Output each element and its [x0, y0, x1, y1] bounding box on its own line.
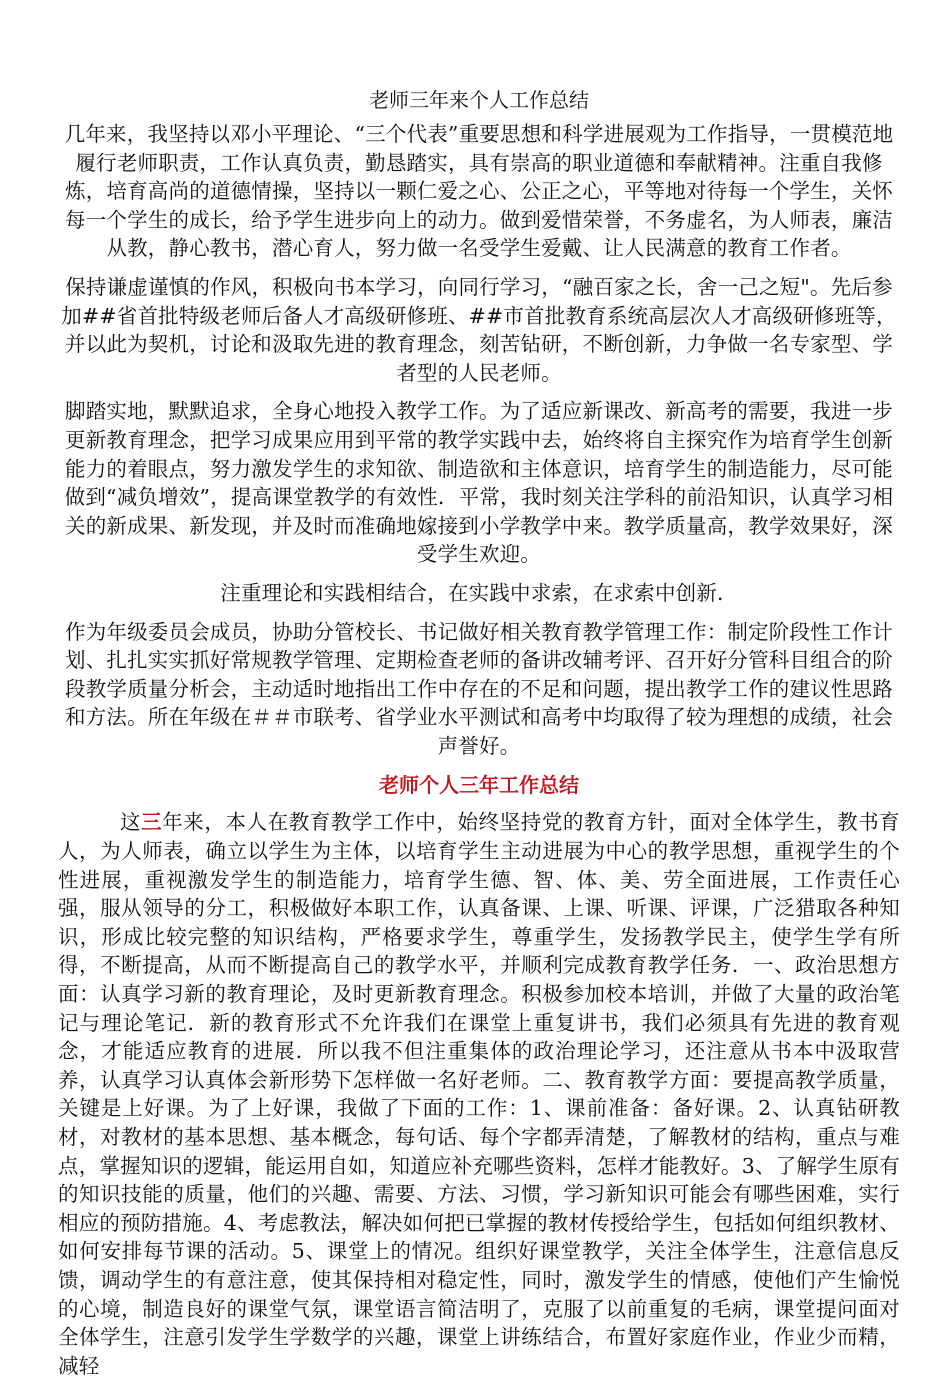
paragraph-1: 几年来，我坚持以邓小平理论、“三个代表”重要思想和科学进展观为工作指导，一贯模范地履行老师职责，工作认真负责，勤恳踏实，具有崇高的职业道德和奉献精神。注重自我修炼，培育高尚的道德情操，坚持以一颗仁爱之心、公正之心，平等地对待每一个学生，关怀每一个学生的成长，给予学生进步向上的动力。做到爱惜荣誉，不务虚名，为人师表，廉洁从教，静心教书，潜心育人，努力做一名受学生爱戴、让人民满意的教育工作者。	[64, 122, 894, 261]
paragraph-5: 作为年级委员会成员，协助分管校长、书记做好相关教育教学管理工作：制定阶段性工作计划、扎扎实实抓好常规教学管理、定期检查老师的备讲改辅考评、召开好分管科目组合的阶段教学质量分析会，主动适时地指出工作中存在的不足和问题，提出教学工作的建议性思路和方法。所在年级在＃＃市联考、省学业水平测试和高考中均取得了较为理想的成绩，社会声誉好。	[65, 619, 893, 758]
section-2-text: 年来，本人在教育教学工作中，始终坚持党的教育方针，面对全体学生，教书育人，为人师表，确立以学生为主体，以培育学生主动进展为中心的教学思想，重视学生的个性进展，重视激发学生的制造能力，培育学生德、智、体、美、劳全面进展，工作责任心强，服从领导的分工，积极做好本职工作，认真备课、上课、听课、评课，广泛猎取各种知识，形成比较完整的知识结构，严格要求学生，尊重学生，发扬教学民主，使学生学有所得，不断提高，从而不断提高自己的教学水平，并顺利完成教育教学任务．一、政治思想方面：认真学习新的教育理论，及时更新教育理念。积极参加校本培训，并做了大量的政治笔记与理论笔记．新的教育形式不允许我们在课堂上重复讲书，我们必须具有先进的教育观念，才能适应教育的进展．所以我不但注重集体的政治理论学习，还注意从书本中汲取营养，认真学习认真体会新形势下怎样做一名好老师。二、教育教学方面：要提高教学质量，关键是上好课。为了上好课，我做了下面的工作：1、课前准备：备好课。2、认真钻研教材，对教材的基本思想、基本概念，每句话、每个字都弄清楚，了解教材的结构，重点与难点，掌握知识的逻辑，能运用自如，知道应补充哪些资料，怎样才能教好。3、了解学生原有的知识技能的质量，他们的兴趣、需要、方法、习惯，学习新知识可能会有哪些困难，实行相应的预防措施。4、考虑教法，解决如何把已掌握的教材传授给学生，包括如何组织教材、如何安排每节课的活动。5、课堂上的情况。组织好课堂教学，关注全体学生，注意信息反馈，调动学生的有意注意，使其保持相对稳定性，同时，激发学生的情感，使他们产生愉悦的心境，制造良好的课堂气氛，课堂语言简洁明了，克服了以前重复的毛病，课堂提问面对全体学生，注意引发学生学数学的兴趣，课堂上讲练结合，布置好家庭作业，作业少而精，减轻	[58, 810, 900, 1378]
intro-prefix: 这	[120, 810, 142, 835]
section-2-body	[58, 808, 900, 1380]
paragraph-3: 脚踏实地，默默追求，全身心地投入教学工作。为了适应新课改、新高考的需要，我进一步更新教育理念，把学习成果应用到平常的教学实践中去，始终将自主探究作为培育学生创新能力的着眼点，努力激发学生的求知欲、制造欲和主体意识，培育学生的制造能力，尽可能做到“减负增效”，提高课堂教学的有效性．平常，我时刻关注学科的前沿知识，认真学习相关的新成果、新发现，并及时而准确地嫁接到小学教学中来。教学质量高，教学效果好，深受学生欢迎。	[64, 399, 894, 567]
section-2-title: 老师个人三年工作总结	[379, 773, 579, 798]
document-title: 老师三年来个人工作总结	[369, 88, 589, 112]
paragraph-2: 保持谦虚谨慎的作风，积极向书本学习，向同行学习，“融百家之长，舍一己之短"。先后参加##省首批特级老师后备人才高级研修班、##市首批教育系统高层次人才高级研修班等，并以此为契机，讨论和汲取先进的教育理念，刻苦钻研，不断创新，力争做一名专家型、学者型的人民老师。	[61, 274, 897, 385]
intro-red-char: 三	[141, 810, 163, 835]
paragraph-4: 注重理论和实践相结合，在实践中求索，在求索中创新．	[220, 580, 738, 605]
document-page	[58, 86, 900, 1380]
